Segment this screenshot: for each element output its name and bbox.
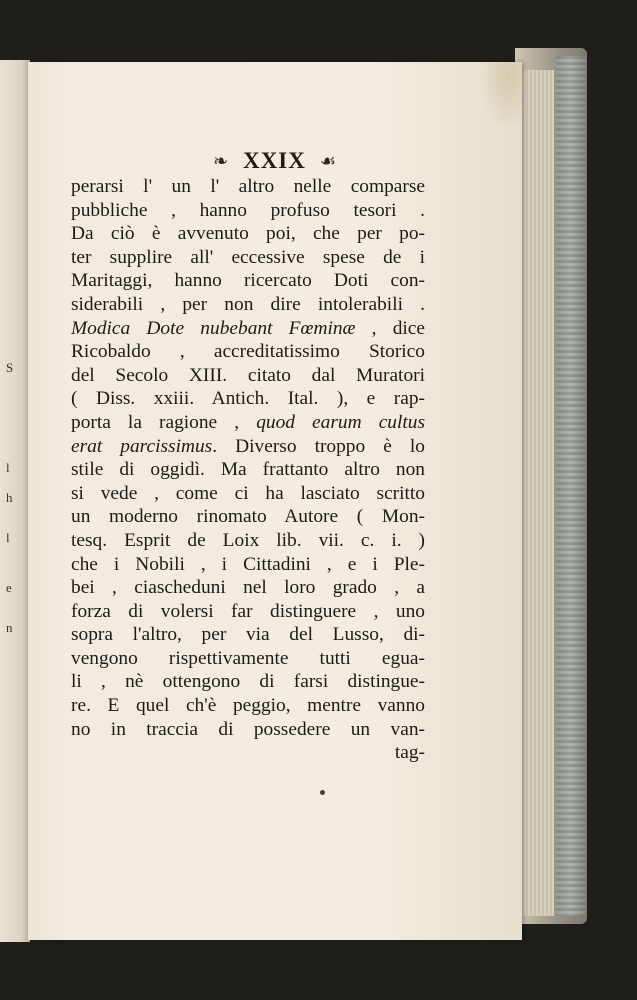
- left-fragment: e: [6, 580, 12, 595]
- text-line: stile di oggidì. Ma frattanto altro non: [71, 459, 425, 481]
- left-fragment: l: [6, 460, 10, 475]
- text-line: vengono rispettivamente tutti egua-: [71, 647, 425, 669]
- book-page: [28, 62, 522, 940]
- ornament-right-icon: ☙: [319, 151, 337, 172]
- ornament-left-icon: ❧: [212, 151, 230, 172]
- left-fragment: l: [6, 530, 10, 545]
- text-line: del Secolo XIII. citato dal Muratori: [71, 364, 425, 386]
- page-number: XXIX: [243, 148, 306, 173]
- catchword: tag-: [394, 742, 425, 764]
- text-line: ter supplire all' eccessive spese de i: [71, 246, 425, 268]
- text-line: erat parcissimus. Diverso troppo è lo: [71, 435, 425, 457]
- text-line: porta la ragione , quod earum cultus: [71, 411, 426, 433]
- text-line: forza di volersi far distinguere , uno: [71, 600, 425, 622]
- text-line: ( Diss. xxiii. Antich. Ital. ), e rap-: [71, 388, 425, 410]
- latin-quote: erat parcissimus: [71, 435, 213, 457]
- text-line: tesq. Esprit de Loix lib. vii. c. i. ): [71, 529, 425, 551]
- latin-quote: Modica Dote nubebant Fœminæ: [71, 317, 356, 339]
- left-fragment: n: [6, 620, 13, 635]
- page-header: [28, 148, 522, 174]
- cover-board: [556, 56, 586, 916]
- text-line: sopra l'altro, per via del Lusso, di-: [71, 624, 425, 646]
- left-fragment: S: [6, 360, 14, 375]
- text-line: siderabili , per non dire intolerabili .: [71, 293, 425, 315]
- text-line: no in traccia di possedere un van-: [71, 718, 425, 740]
- text-line: che i Nobili , i Cittadini , e i Ple-: [71, 553, 425, 575]
- left-fragment: h: [6, 490, 13, 505]
- text-line: Maritaggi, hanno ricercato Doti con-: [71, 270, 425, 292]
- text-line: bei , ciascheduni nel loro grado , a: [71, 577, 425, 599]
- left-page-edge: [0, 60, 30, 942]
- latin-quote: quod earum cultus: [256, 411, 426, 433]
- text-line: perarsi l' un l' altro nelle comparse: [71, 176, 425, 197]
- page-stain: [478, 62, 522, 132]
- body-text: [71, 175, 425, 765]
- text-line: re. E quel ch'è peggio, mentre vanno: [71, 695, 425, 717]
- ink-spot: [320, 790, 325, 795]
- text-line: pubbliche , hanno profuso tesori .: [71, 199, 425, 221]
- text-line: Da ciò è avvenuto poi, che per po-: [71, 223, 425, 245]
- page-block-edge: [520, 70, 554, 916]
- text-line: si vede , come ci ha lasciato scritto: [71, 482, 425, 504]
- left-page-fragments: [0, 60, 30, 942]
- text-line: li , nè ottengono di farsi distingue-: [71, 671, 425, 693]
- text-line: Modica Dote nubebant Fœminæ , dice: [71, 317, 425, 339]
- text-line: un moderno rinomato Autore ( Mon-: [71, 506, 425, 528]
- text-line: Ricobaldo , accreditatissimo Storico: [71, 341, 425, 363]
